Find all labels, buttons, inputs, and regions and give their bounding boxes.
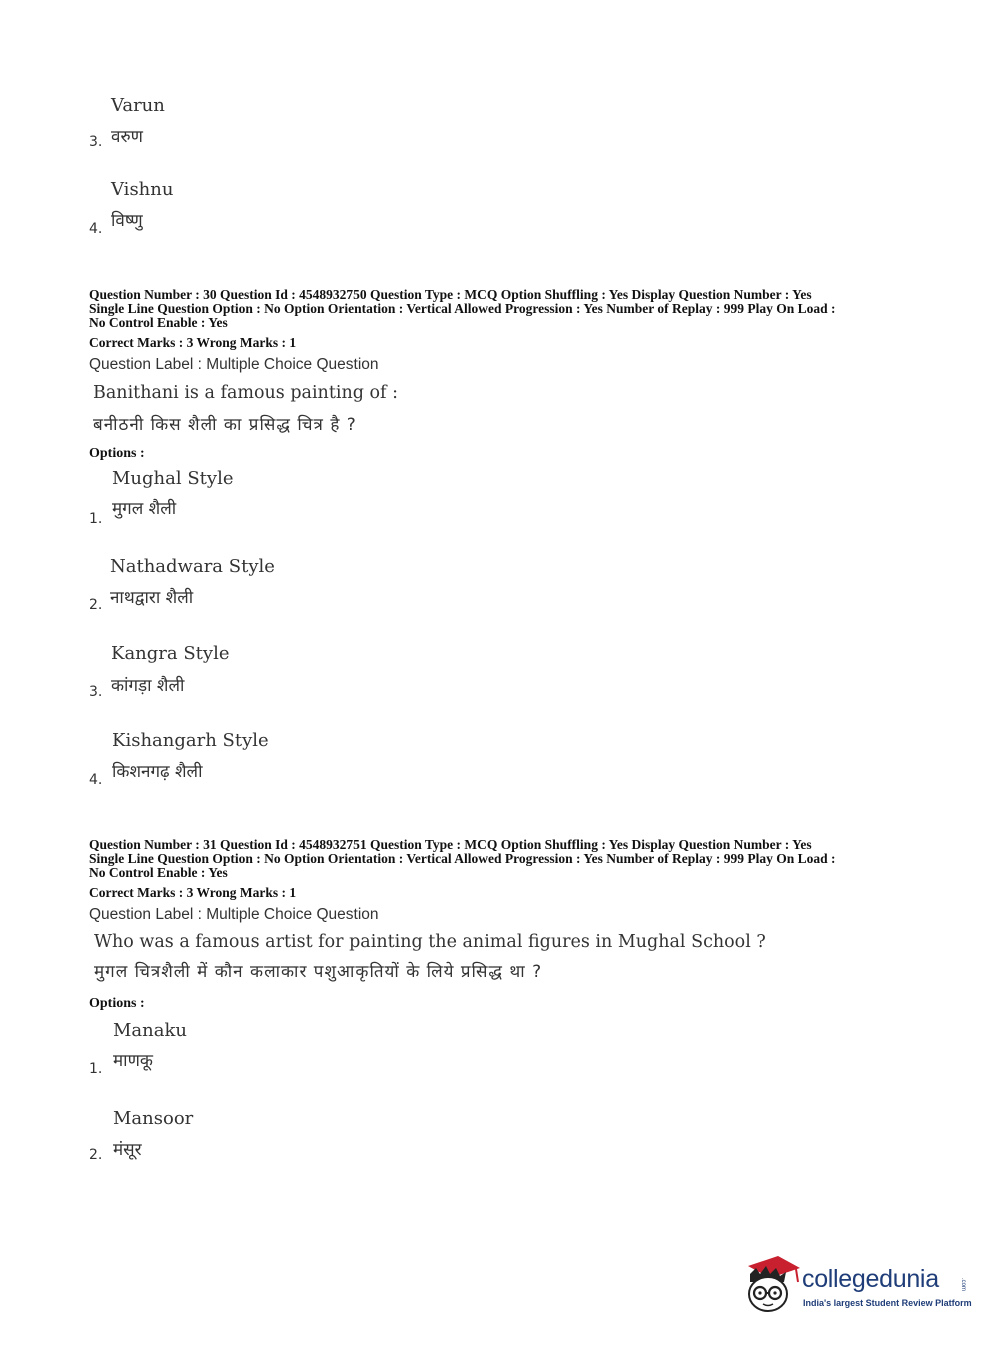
option-text-hi: किशनगढ़ शैली xyxy=(112,762,203,782)
option-text-hi: विष्णु xyxy=(111,211,143,231)
option-number: 4. xyxy=(89,221,103,237)
question-text-hi: बनीठनी किस शैली का प्रसिद्ध चित्र है ? xyxy=(93,415,357,435)
question-marks: Correct Marks : 3 Wrong Marks : 1 xyxy=(89,885,297,900)
option-text-hi: वरुण xyxy=(111,127,143,147)
option-text-en: Vishnu xyxy=(111,179,174,200)
question-label: Question Label : Multiple Choice Question xyxy=(89,356,379,373)
question-text-en: Banithani is a famous painting of : xyxy=(93,383,398,403)
question-meta-line: Question Number : 31 Question Id : 4548932751 Question Type : MCQ Option Shuffling : Yes Display Question Number : Yes xyxy=(89,837,812,852)
option-text-en: Varun xyxy=(111,95,165,116)
option-number: 3. xyxy=(89,134,103,150)
question-meta-line: Single Line Question Option : No Option Orientation : Vertical Allowed Progression : Yes Number of Replay : 999 Play On Load : xyxy=(89,851,836,866)
option-number: 2. xyxy=(89,597,103,613)
question-meta-line: Single Line Question Option : No Option Orientation : Vertical Allowed Progression : Yes Number of Replay : 999 Play On Load : xyxy=(89,301,836,316)
option-text-en: Kangra Style xyxy=(111,643,230,664)
question-meta-line: No Control Enable : Yes xyxy=(89,865,228,880)
question-text-en: Who was a famous artist for painting the animal figures in Mughal School ? xyxy=(94,932,766,952)
logo-name: collegedunia xyxy=(802,1265,939,1293)
collegedunia-logo xyxy=(742,1248,972,1318)
option-number: 1. xyxy=(89,511,103,527)
option-text-en: Mughal Style xyxy=(112,468,234,489)
option-text-en: Nathadwara Style xyxy=(110,556,275,577)
option-text-hi: नाथद्वारा शैली xyxy=(110,588,194,608)
option-number: 3. xyxy=(89,684,103,700)
option-text-en: Mansoor xyxy=(113,1108,194,1129)
question-marks: Correct Marks : 3 Wrong Marks : 1 xyxy=(89,335,297,350)
option-text-en: Manaku xyxy=(113,1020,187,1041)
option-text-hi: कांगड़ा शैली xyxy=(111,676,185,696)
question-meta-line: No Control Enable : Yes xyxy=(89,315,228,330)
option-text-hi: मुगल शैली xyxy=(112,499,177,519)
option-text-hi: माणकू xyxy=(113,1051,153,1071)
option-number: 2. xyxy=(89,1147,103,1163)
option-number: 1. xyxy=(89,1061,103,1077)
options-heading: Options : xyxy=(89,996,145,1011)
question-text-hi: मुगल चित्रशैली में कौन कलाकार पशुआकृतियों के लिये प्रसिद्ध था ? xyxy=(94,962,543,982)
option-number: 4. xyxy=(89,772,103,788)
logo-tagline: India's largest Student Review Platform xyxy=(803,1298,972,1308)
option-text-en: Kishangarh Style xyxy=(112,730,269,751)
student-mascot-icon xyxy=(742,1252,802,1314)
question-meta-line: Question Number : 30 Question Id : 4548932750 Question Type : MCQ Option Shuffling : Yes Display Question Number : Yes xyxy=(89,287,812,302)
logo-domain: .com xyxy=(960,1278,966,1292)
options-heading: Options : xyxy=(89,446,145,461)
question-label: Question Label : Multiple Choice Question xyxy=(89,906,379,923)
option-text-hi: मंसूर xyxy=(113,1140,142,1160)
